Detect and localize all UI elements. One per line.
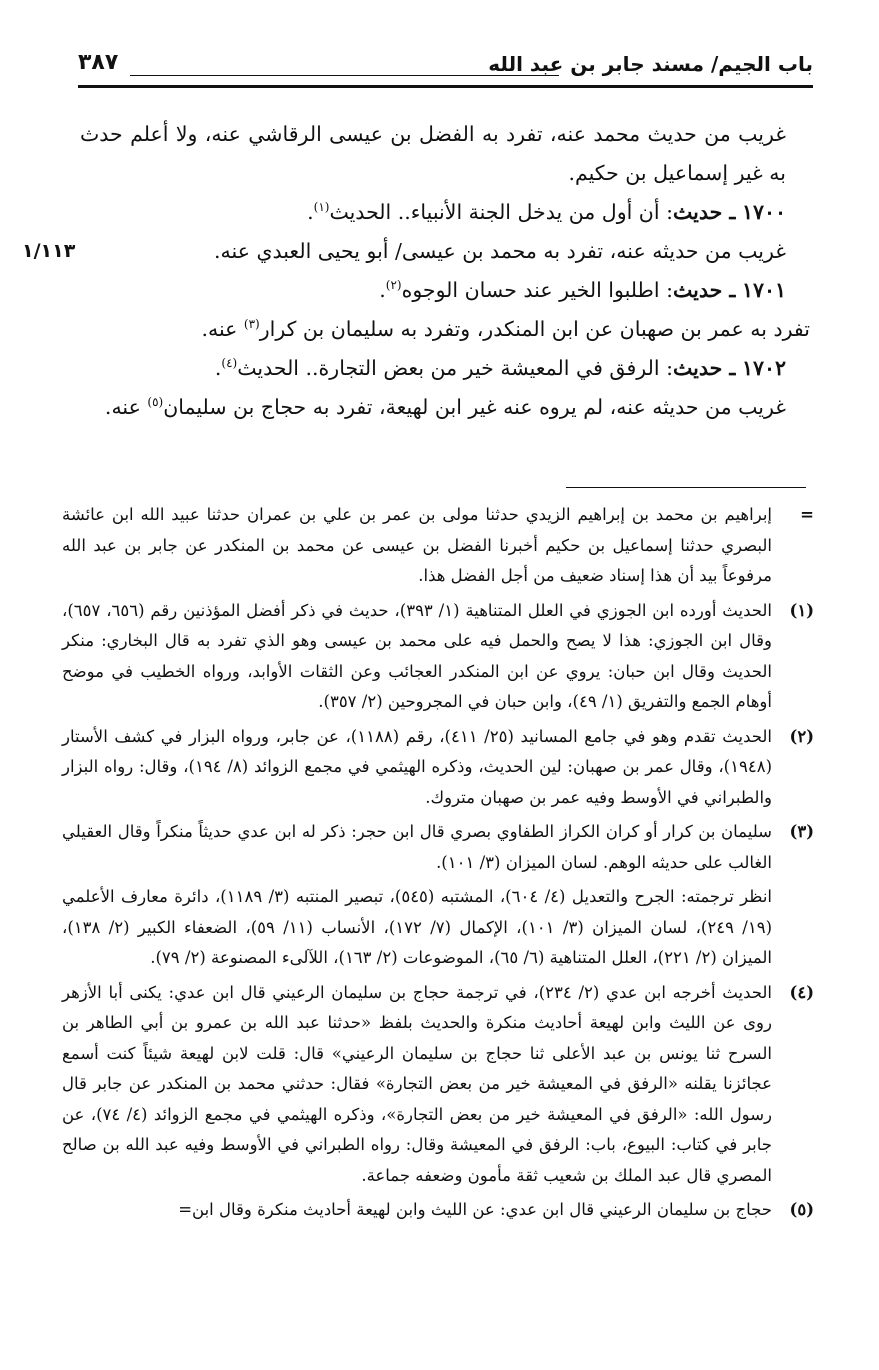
footnote-mark: = (800, 505, 814, 524)
hadith-text: : الرفق في المعيشة خير من بعض التجارة.. الحديث (237, 356, 673, 380)
main-text (80, 115, 810, 427)
footnote-continuation (62, 500, 814, 592)
paragraph: غريب من حديثه عنه، لم يروه عنه غير ابن لهيعة، تفرد به حجاج بن سليمان$^{(٥)}$ عنه. (104, 395, 786, 419)
margin-reference: ١/١١٣ (22, 240, 76, 262)
header-title-underline (130, 75, 559, 76)
hadith-label: ـ حديث (672, 200, 736, 224)
footnote-ref[interactable]: (٤) (221, 356, 238, 371)
footnotes (62, 500, 814, 1230)
page-number: ٣٨٧ (78, 50, 119, 75)
footnote-mark: (٥) (789, 1200, 814, 1219)
footnote-text: الحديث تقدم وهو في جامع المسانيد (٢٥/ ٤١١)، رقم (١١٨٨)، عن جابر، ورواه البزار في كشف الأستار (١٩٤٨)، وقال عمر بن صهبان: لين الحديث، وذكره الهيثمي في مجمع الزوائد (٨/ ١٩٤)، وقال: رواه البزار والطبراني في الأوسط وفيه عمر بن صهبان متروك. (62, 726, 772, 807)
footnote-text: الحديث أخرجه ابن عدي (٢/ ٢٣٤)، في ترجمة حجاج بن سليمان الرعيني قال ابن عدي: يكنى أبا الأزهر روى عن الليث وابن لهيعة أحاديث منكرة والحديث بلفظ «حدثنا عبد الله بن عمرو بن أبي الطاهر بن السرح ثنا يونس بن عبد الأعلى ثنا حجاج بن سليمان الرعيني» قال: قلت لابن لهيعة شيئاً كنت أسمع عجائزنا يقلنه «الرفق في المعيشة خير من بعض التجارة» فقال: حدثني محمد بن المنكدر عن جابر قال رسول الله: «الرفق في المعيشة خير من بعض التجارة»، وذكره الهيثمي في مجمع الزوائد (٤/ ٧٤)، عن جابر في كتاب: البيوع، باب: الرفق في المعيشة وقال: رواه الطبراني في الأوسط وفيه عبد الله بن صالح المصري قال عبد الملك بن شعيب ثقة مأمون وضعفه جماعة. (62, 982, 772, 1185)
footnote-mark: (٣) (789, 822, 814, 841)
footnote-text: إبراهيم بن محمد بن إبراهيم الزيدي حدثنا مولى بن عمر بن علي بن عمران حدثنا عبيد الله ابن عائشة البصري حدثنا إسماعيل بن حكيم أخبرنا الفضل بن عيسى عن محمد بن المنكدر عن جابر بن عبد الله مرفوعاً بيد أن هذا إسناد ضعيف من أجل الفضل هذا. (62, 505, 772, 585)
paragraph: غريب من حديثه عنه، تفرد به محمد بن عيسى/ أبو يحيى العبدي عنه. (214, 239, 786, 263)
hadith-label: ـ حديث (672, 278, 736, 302)
footnote-3 (62, 817, 814, 878)
hadith-label: ـ حديث (672, 356, 736, 380)
footnote-2 (62, 722, 814, 814)
footnote-mark: (١) (789, 600, 814, 620)
footnote-separator (566, 487, 806, 488)
footnote-ref[interactable]: (٥) (147, 395, 164, 410)
hadith-number: ١٧٠٠ (741, 200, 786, 224)
hadith-number: ١٧٠٢ (741, 356, 786, 380)
footnote-4 (62, 978, 814, 1192)
footnote-mark: (٢) (789, 726, 814, 746)
hadith-entry-1700: ١٧٠٠ ـ حديث: أن أول من يدخل الجنة الأنبياء.. الحديث$^{(١)}$. (307, 200, 786, 224)
hadith-entry-1701: ١٧٠١ ـ حديث: اطلبوا الخير عند حسان الوجوه$^{(٢)}$. (379, 278, 786, 302)
footnote-3-biography-sources: انظر ترجمته: الجرح والتعديل (٤/ ٦٠٤)، المشتبه (٥٤٥)، تبصير المنتبه (٣/ ١١٨٩)، دائرة معارف الأعلمي (١٩/ ٢٤٩)، لسان الميزان (٣/ ١٠١)، الإكمال (٧/ ١٧٢)، الأنساب (١١/ ٥٩)، الضعفاء الكبير (٢/ ١٣٨)، الميزان (٢/ ٢٢١)، العلل المتناهية (٦/ ٦٥)، الموضوعات (٢/ ١٦٣)، اللآلىء المصنوعة (٢/ ٧٩). (62, 887, 773, 967)
footnote-ref[interactable]: (٣) (243, 317, 260, 332)
footnote-text: حجاج بن سليمان الرعيني قال ابن عدي: عن الليث وابن لهيعة أحاديث منكرة وقال ابن= (178, 1200, 772, 1219)
page-header (78, 48, 813, 84)
hadith-text: : اطلبوا الخير عند حسان الوجوه (401, 278, 673, 302)
hadith-text: : أن أول من يدخل الجنة الأنبياء.. الحديث (329, 200, 673, 224)
header-rule (78, 85, 813, 88)
footnote-ref[interactable]: (١) (313, 200, 330, 215)
hadith-number: ١٧٠١ (741, 278, 786, 302)
footnote-text: سليمان بن كرار أو كران الكراز الطفاوي بصري قال ابن حجر: ذكر له ابن عدي حديثاً منكراً وقال العقيلي الغالب على حديثه الوهم. لسان الميزان (٣/ ١٠١). (62, 822, 772, 872)
running-title: باب الجيم/ مسند جابر بن عبد الله (488, 52, 813, 76)
footnote-mark: (٤) (789, 982, 814, 1002)
footnote-text: الحديث أورده ابن الجوزي في العلل المتناهية (١/ ٣٩٣)، حديث في ذكر أفضل المؤذنين رقم (٦٥٦، ٦٥٧)، وقال ابن الجوزي: هذا لا يصح والحمل فيه على محمد بن عيسى وهو الذي تفرد به قال البخاري: منكر الحديث وقال ابن حبان: يروي عن ابن المنكدر العجائب وعن الثقات الأوابد، ورواه الخطيب في موضح أوهام الجمع والتفريق (١/ ٤٩)، وابن حبان في المجروحين (٢/ ٣٥٧). (62, 600, 772, 711)
footnote-ref[interactable]: (٢) (385, 278, 402, 293)
paragraph: غريب من حديث محمد عنه، تفرد به الفضل بن عيسى الرقاشي عنه، ولا أعلم حدث به غير إسماعيل بن حكيم. (80, 122, 786, 185)
footnote-5 (62, 1195, 814, 1226)
hadith-entry-1702: ١٧٠٢ ـ حديث: الرفق في المعيشة خير من بعض التجارة.. الحديث$^{(٤)}$. (214, 356, 786, 380)
paragraph: تفرد به عمر بن صهبان عن ابن المنكدر، وتفرد به سليمان بن كرار$^{(٣)}$ عنه. (201, 317, 810, 341)
footnote-1 (62, 596, 814, 718)
